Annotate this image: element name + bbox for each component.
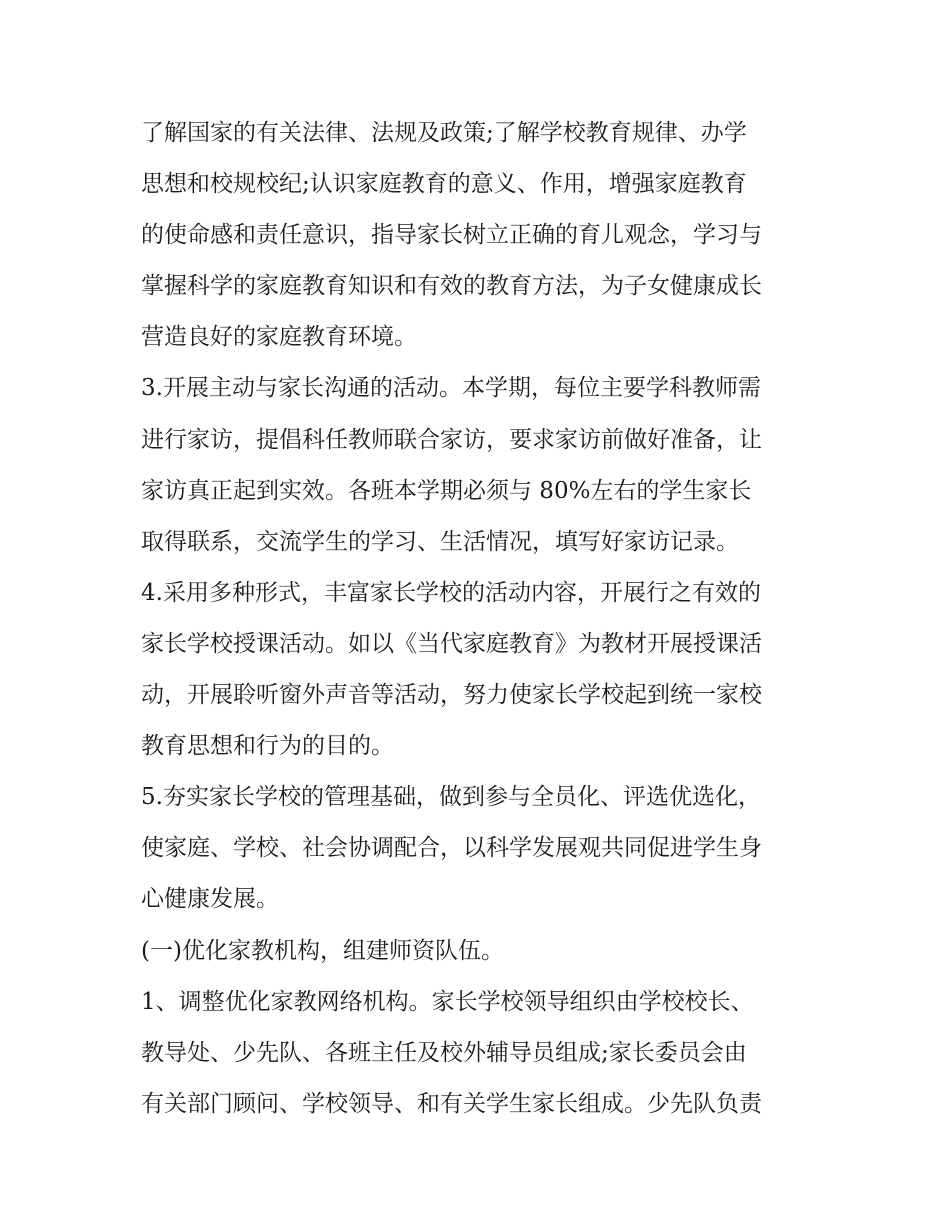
text-line: 5.夯实家长学校的管理基础，做到参与全员化、评选优选化， xyxy=(141,784,761,811)
text-line: 思想和校规校纪;认识家庭教育的意义、作用，增强家庭教育 xyxy=(141,171,747,198)
text-line: 使家庭、学校、社会协调配合，以科学发展观共同促进学生身 xyxy=(141,835,762,862)
text-line: 家访真正起到实效。各班本学期必须与 80%左右的学生家长 xyxy=(141,477,752,504)
text-line: 营造良好的家庭教育环境。 xyxy=(141,324,417,351)
text-line: 3.开展主动与家长沟通的活动。本学期，每位主要学科教师需 xyxy=(141,375,761,402)
text-line: 心健康发展。 xyxy=(141,886,279,913)
text-line: 教育思想和行为的目的。 xyxy=(141,733,394,760)
text-line: 家长学校授课活动。如以《当代家庭教育》为教材开展授课活 xyxy=(141,630,762,657)
text-line: 动，开展聆听窗外声音等活动，努力使家长学校起到统一家校 xyxy=(141,682,762,709)
text-line: 进行家访，提倡科任教师联合家访，要求家访前做好准备，让 xyxy=(141,426,762,453)
text-line: (一)优化家教机构，组建师资队伍。 xyxy=(141,937,504,964)
text-line: 4.采用多种形式，丰富家长学校的活动内容，开展行之有效的 xyxy=(141,579,761,606)
text-line: 取得联系，交流学生的学习、生活情况，填写好家访记录。 xyxy=(141,528,739,555)
text-line: 教导处、少先队、各班主任及校外辅导员组成;家长委员会由 xyxy=(141,1039,747,1066)
text-line: 掌握科学的家庭教育知识和有效的教育方法，为子女健康成长 xyxy=(141,273,762,300)
text-line: 有关部门顾问、学校领导、和有关学生家长组成。少先队负责 xyxy=(141,1090,762,1117)
body-text xyxy=(141,108,831,1130)
text-line: 的使命感和责任意识，指导家长树立正确的育儿观念，学习与 xyxy=(141,222,762,249)
text-line: 1、调整优化家教网络机构。家长学校领导组织由学校校长、 xyxy=(141,988,754,1015)
text-line: 了解国家的有关法律、法规及政策;了解学校教育规律、办学 xyxy=(141,120,747,146)
